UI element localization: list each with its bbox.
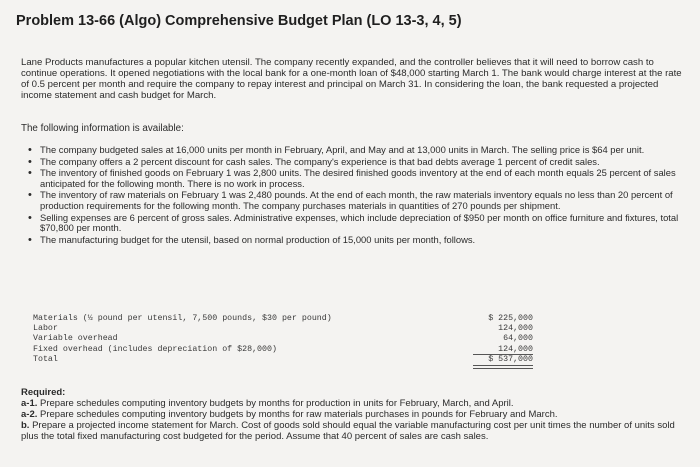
manufacturing-budget-table — [33, 314, 533, 365]
budget-amount: 124,000 — [498, 324, 533, 334]
budget-amount: $ 225,000 — [488, 314, 533, 323]
table-row — [33, 314, 533, 324]
list-item: • The company offers a 2 percent discount for cash sales. The company's experience is that bad debts average 1 percent of credit sales. — [22, 157, 682, 168]
list-item: • The manufacturing budget for the utensil, based on normal production of 15,000 units per month, follows. — [22, 235, 682, 246]
subtotal-rule — [473, 354, 533, 355]
required-section — [21, 388, 681, 443]
list-item: • The company budgeted sales at 16,000 units per month in February, April, and May and at 13,000 units in March. The selling price is $64 per unit. — [22, 145, 682, 156]
list-item: • The inventory of raw materials on February 1 was 2,480 pounds. At the end of each month, the raw materials inventory equals no less than 20 percent of production requirements for the following month. The company purchases materials in quantities of 270 pounds per shipment. — [22, 190, 682, 211]
table-row — [33, 334, 533, 344]
requirement-text: Prepare a projected income statement for March. Cost of goods sold should equal the variable manufacturing cost per unit times the number of units sold plus the total fixed manufacturing cost budgeted for the period. Assume that 40 percent of sales are cash sales. — [21, 419, 675, 442]
required-heading: Required: — [21, 387, 66, 398]
requirement-label: a-1. — [21, 397, 38, 409]
budget-label: Variable overhead — [33, 334, 118, 344]
information-list — [22, 145, 682, 246]
budget-label: Total — [33, 354, 58, 364]
budget-label: Materials (½ pound per utensil, 7,500 pounds, $30 per pound) — [33, 314, 332, 323]
budget-label: Fixed overhead (includes depreciation of $28,000) — [33, 344, 277, 354]
list-item: • Selling expenses are 6 percent of gross sales. Administrative expenses, which include depreciation of $950 per month on office furniture and fixtures, total $70,800 per month. — [22, 213, 682, 234]
requirement-text: Prepare schedules computing inventory budgets by months for raw materials purchases in pounds for February and March. — [40, 408, 558, 420]
requirement-label: a-2. — [21, 408, 38, 420]
available-info-heading: The following information is available: — [21, 123, 184, 134]
requirement-label: b. — [21, 419, 30, 431]
list-item: • The inventory of finished goods on February 1 was 2,800 units. The desired finished goods inventory at the end of each month equals 25 percent of sales anticipated for the following month. There is no work in process. — [22, 168, 682, 189]
table-row — [33, 355, 533, 365]
requirement-b — [21, 421, 681, 443]
budget-amount: $ 537,000 — [488, 354, 533, 364]
intro-paragraph: Lane Products manufactures a popular kitchen utensil. The company recently expanded, and the controller believes that it will need to borrow cash to continue operations. It opened negotiations with the local bank for a one-month loan of $48,000 starting March 1. The bank would charge interest at the rate of 0.5 percent per month and require the company to repay interest and principal on March 31. In considering the loan, the bank requested a projected income statement and cash budget for March. — [21, 57, 682, 101]
table-row — [33, 345, 533, 355]
total-rule-top — [473, 365, 533, 366]
problem-title: Problem 13-66 (Algo) Comprehensive Budget Plan (LO 13-3, 4, 5) — [16, 13, 462, 29]
budget-amount: 64,000 — [503, 334, 533, 344]
table-row — [33, 324, 533, 334]
total-rule-bottom — [473, 368, 533, 369]
budget-amount: 124,000 — [498, 344, 533, 354]
budget-label: Labor — [33, 324, 58, 334]
requirement-text: Prepare schedules computing inventory budgets by months for production in units for February, March, and April. — [40, 397, 514, 409]
